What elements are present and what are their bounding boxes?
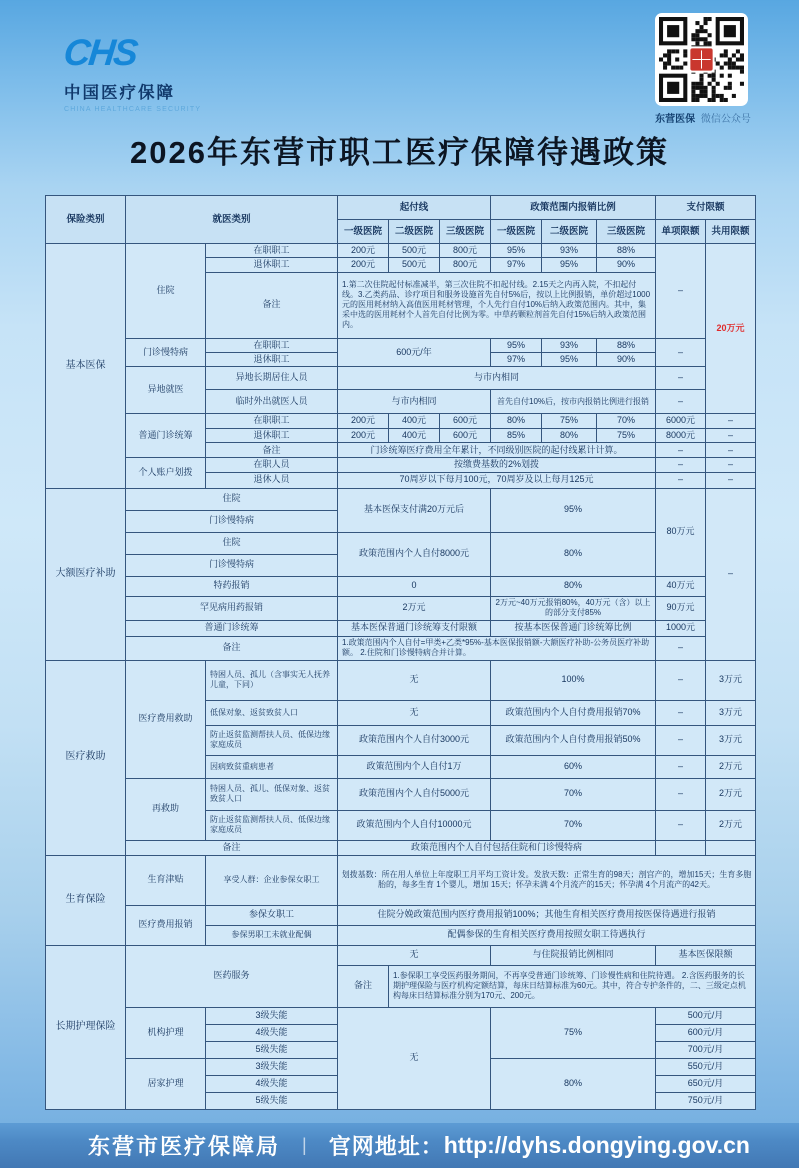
section-label-cell: 大额医疗补助 <box>46 488 126 660</box>
table-cell: 配偶参保的生育相关医疗费用按照女职工待遇执行 <box>338 925 756 945</box>
table-cell: 1.政策范围内个人自付=甲类+乙类*95%-基本医保报销额-大额医疗补助-公务员医疗补助额。 2.住院和门诊慢特病合并计算。 <box>338 636 656 660</box>
column-header: 共用限额 <box>706 220 756 244</box>
table-cell: 200元 <box>338 414 389 429</box>
table-cell: – <box>656 390 706 414</box>
table-cell: 85% <box>491 429 542 443</box>
table-cell: – <box>656 660 706 700</box>
table-cell: 100% <box>491 660 656 700</box>
table-cell: 750元/月 <box>656 1092 756 1109</box>
table-cell: 4级失能 <box>206 1075 338 1092</box>
column-header: 就医类别 <box>126 196 338 244</box>
table-cell: – <box>656 472 706 488</box>
table-row <box>46 458 756 472</box>
column-header: 三级医院 <box>597 220 656 244</box>
table-cell: 罕见病用药报销 <box>126 596 338 620</box>
table-row <box>46 532 756 554</box>
column-header: 单项限额 <box>656 220 706 244</box>
table-cell: 6000元 <box>656 414 706 429</box>
chs-logo-mark: CHS <box>61 32 139 73</box>
table-cell: 93% <box>542 244 597 258</box>
table-cell: 退休人员 <box>206 472 338 488</box>
table-cell: 在职职工 <box>206 244 338 258</box>
table-cell: 2万元 <box>338 596 491 620</box>
column-header: 保险类别 <box>46 196 126 244</box>
table-cell: 特困人员、孤儿（含事实无人抚养儿童，下同） <box>206 660 338 700</box>
table-cell: 3万元 <box>706 660 756 700</box>
table-cell: 1.参保职工享受医药服务期间，不再享受普通门诊统筹、门诊慢性病和住院待遇。 2.含医药服务的长期护理保险与医疗机构定额结算，每床日结算标准为60元。其中，符合专护条件的，二、三级定点机构每床日结算标准分别为170元、200元。 <box>389 965 756 1007</box>
table-cell: 参保男职工未就业配偶 <box>206 925 338 945</box>
table-cell: 95% <box>491 244 542 258</box>
table-cell: 机构护理 <box>126 1007 206 1058</box>
table-cell: 居家护理 <box>126 1058 206 1109</box>
chs-logo <box>61 32 244 113</box>
table-cell: 在职人员 <box>206 458 338 472</box>
table-cell: 90% <box>597 352 656 366</box>
page-title: 2026年东营市职工医疗保障待遇政策 <box>130 135 669 170</box>
table-cell: 600元/年 <box>338 338 491 367</box>
table-cell: – <box>656 725 706 755</box>
table-cell: – <box>656 755 706 778</box>
footer-divider: | <box>302 1135 307 1155</box>
table-cell: 400元 <box>389 414 440 429</box>
table-cell: 200元 <box>338 429 389 443</box>
table-cell: – <box>656 636 706 660</box>
footer-url-label: 官网地址： <box>328 1134 444 1159</box>
table-cell: 95% <box>542 258 597 272</box>
table-cell: 8000元 <box>656 429 706 443</box>
table-cell: 1.第二次住院起付标准减半，第三次住院不扣起付线。2.15天之内再入院，不扣起付线。3.乙类药品、诊疗项目和服务设施首先自付5%后，按以上比例报销，单价超过1000元的医用耗材纳入高值医用耗材管理，个人先行自付10%后纳入政策范围内。其中，集采中选的医用耗材个人首先自付比例为零。中草药颗粒剂首先自付15%后纳入政策范围内。 <box>338 272 656 338</box>
table-header <box>46 196 756 244</box>
table-cell: 住院分娩政策范围内医疗费用报销100%；其他生育相关医疗费用按医保待遇进行报销 <box>338 905 756 925</box>
table-cell: 与市内相同 <box>338 390 491 414</box>
table-cell: 参保女职工 <box>206 905 338 925</box>
table-cell: 80万元 <box>656 488 706 576</box>
section-label-cell: 基本医保 <box>46 244 126 489</box>
table-cell: 3级失能 <box>206 1058 338 1075</box>
column-header: 二级医院 <box>389 220 440 244</box>
column-header: 支付限额 <box>656 196 756 220</box>
table-cell: 基本医保限额 <box>656 945 756 965</box>
table-cell: 0 <box>338 576 491 596</box>
column-header: 一级医院 <box>338 220 389 244</box>
column-header: 一级医院 <box>491 220 542 244</box>
table-row <box>46 945 756 965</box>
section-label-cell: 医疗救助 <box>46 660 126 855</box>
table-cell: 600元/月 <box>656 1024 756 1041</box>
table-cell: 80% <box>542 429 597 443</box>
table-cell: 按缴费基数的2%划拨 <box>338 458 656 472</box>
table-cell: – <box>706 488 756 660</box>
table-cell: 住院 <box>126 488 338 510</box>
table-cell: 400元 <box>389 429 440 443</box>
section-label-cell: 长期护理保险 <box>46 945 126 1109</box>
table-row <box>46 905 756 925</box>
table-cell: – <box>706 429 756 443</box>
table-cell: 600元 <box>440 429 491 443</box>
table-cell: 2万元 <box>706 778 756 810</box>
table-cell: 70% <box>491 810 656 840</box>
table-cell: 退休职工 <box>206 258 338 272</box>
table-cell: 划拨基数：所在用人单位上年度职工月平均工资计发。发放天数：正常生育的98天；剖宫产的，增加15天；生育多胞胎的，每多生育 1个婴儿，增加 15天；怀孕未满 4个月流产的15天；怀孕满 4个月流产的42天。 <box>338 855 756 905</box>
table-cell: 4级失能 <box>206 1024 338 1041</box>
table-cell: 普通门诊统筹 <box>126 414 206 458</box>
table-cell: – <box>706 458 756 472</box>
column-header: 政策范围内报销比例 <box>491 196 656 220</box>
table-cell: 政策范围内个人自付费用报销50% <box>491 725 656 755</box>
table-cell: 与住院报销比例相同 <box>491 945 656 965</box>
table-cell: – <box>656 443 706 458</box>
table-row <box>46 636 756 660</box>
table-cell: 门诊慢特病 <box>126 510 338 532</box>
qr-caption-account: 东营医保 <box>655 114 696 125</box>
table-row <box>46 596 756 620</box>
table-cell: – <box>656 700 706 725</box>
table-cell: 3万元 <box>706 700 756 725</box>
table-cell: 3万元 <box>706 725 756 755</box>
table-cell: 650元/月 <box>656 1075 756 1092</box>
table-cell: 500元 <box>389 244 440 258</box>
table-cell: 备注 <box>126 636 338 660</box>
table-cell: 75% <box>491 1007 656 1058</box>
table-cell: 97% <box>491 352 542 366</box>
table-cell: 政策范围内个人自付10000元 <box>338 810 491 840</box>
table-cell: 与市内相同 <box>338 367 656 390</box>
section-label-cell: 生育保险 <box>46 855 126 945</box>
table-row <box>46 778 756 810</box>
table-cell: 20万元 <box>706 244 756 414</box>
table-cell: 备注 <box>206 443 338 458</box>
table-cell: 700元/月 <box>656 1041 756 1058</box>
qr-code <box>655 13 748 106</box>
qr-caption-platform: 微信公众号 <box>700 114 751 125</box>
table-cell: 3级失能 <box>206 1007 338 1024</box>
table-cell: 800元 <box>440 258 491 272</box>
table-cell: 首先自付10%后，按市内报销比例进行报销 <box>491 390 656 414</box>
table-cell: 医药服务 <box>126 945 338 1007</box>
table-cell: 退休职工 <box>206 352 338 366</box>
table-cell: – <box>656 244 706 339</box>
qr-code-image <box>659 17 744 102</box>
footer-url: http://dyhs.dongying.gov.cn <box>443 1132 750 1158</box>
table-cell: 88% <box>597 338 656 352</box>
table-cell: 低保对象、返贫致贫人口 <box>206 700 338 725</box>
table-cell: 80% <box>491 414 542 429</box>
table-cell: 基本医保支付满20万元后 <box>338 488 491 532</box>
table-cell: 备注 <box>126 840 338 855</box>
table-cell: 80% <box>491 1058 656 1109</box>
column-header: 三级医院 <box>440 220 491 244</box>
table-cell: 政策范围内个人自付5000元 <box>338 778 491 810</box>
table-cell: 5级失能 <box>206 1092 338 1109</box>
table-cell: 无 <box>338 700 491 725</box>
table-cell: 60% <box>491 755 656 778</box>
table-cell: 70% <box>491 778 656 810</box>
table-cell: 无 <box>338 1007 491 1109</box>
table-cell: 按基本医保普通门诊统筹比例 <box>491 620 656 636</box>
table-cell: – <box>706 414 756 429</box>
table-cell: 550元/月 <box>656 1058 756 1075</box>
table-cell: 70周岁以下每月100元，70周岁及以上每月125元 <box>338 472 656 488</box>
table-cell: – <box>656 810 706 840</box>
table-cell: 异地就医 <box>126 367 206 414</box>
table-cell: 1000元 <box>656 620 706 636</box>
table-cell: 住院 <box>126 244 206 339</box>
table-cell: 200元 <box>338 258 389 272</box>
table-cell: 再救助 <box>126 778 206 840</box>
table-row <box>46 1007 756 1024</box>
table-cell: 退休职工 <box>206 429 338 443</box>
table-cell: 因病致贫重病患者 <box>206 755 338 778</box>
table-row <box>46 660 756 700</box>
table-cell: 门诊慢特病 <box>126 554 338 576</box>
policy-table <box>45 195 756 1110</box>
table-cell: 备注 <box>206 272 338 338</box>
table-cell: 政策范围内个人自付3000元 <box>338 725 491 755</box>
table-cell: – <box>706 472 756 488</box>
table-cell: 备注 <box>338 965 389 1007</box>
column-header: 起付线 <box>338 196 491 220</box>
table-row <box>46 244 756 258</box>
table-cell: 70% <box>597 414 656 429</box>
table-cell: – <box>706 443 756 458</box>
table-cell: 200元 <box>338 244 389 258</box>
table-cell: – <box>656 367 706 390</box>
chs-logo-name: 中国医疗保障 <box>64 84 175 102</box>
table-cell: 特困人员、孤儿、低保对象、返贫致贫人口 <box>206 778 338 810</box>
table-cell: 防止返贫监测帮扶人员、低保边缘家庭成员 <box>206 725 338 755</box>
table-row <box>46 367 756 390</box>
table-cell: 住院 <box>126 532 338 554</box>
table-row <box>46 414 756 429</box>
table-row <box>46 855 756 905</box>
table-cell: 生育津贴 <box>126 855 206 905</box>
table-cell: 40万元 <box>656 576 706 596</box>
table-cell: 90% <box>597 258 656 272</box>
table-cell: 政策范围内个人自付8000元 <box>338 532 491 576</box>
table-header-row <box>46 196 756 220</box>
qr-caption <box>643 110 763 125</box>
table-cell: 政策范围内个人自付包括住院和门诊慢特病 <box>338 840 656 855</box>
table-cell: 在职职工 <box>206 338 338 352</box>
table-cell: 90万元 <box>656 596 706 620</box>
table-cell: 医疗费用报销 <box>126 905 206 945</box>
table-cell: 88% <box>597 244 656 258</box>
table-cell: 享受人群：企业参保女职工 <box>206 855 338 905</box>
table-body <box>46 244 756 1110</box>
table-cell: 95% <box>491 488 656 532</box>
table-cell: 2万元~40万元报销80%，40万元（含）以上的部分支付85% <box>491 596 656 620</box>
table-cell: 基本医保普通门诊统筹支付限额 <box>338 620 491 636</box>
table-row <box>46 576 756 596</box>
table-cell: 800元 <box>440 244 491 258</box>
table-cell: – <box>656 458 706 472</box>
table-cell: 2万元 <box>706 755 756 778</box>
table-cell: 政策范围内个人自付1万 <box>338 755 491 778</box>
footer-bar <box>0 1123 799 1168</box>
table-cell: – <box>656 778 706 810</box>
table-cell: 93% <box>542 338 597 352</box>
table-cell: 门诊慢特病 <box>126 338 206 367</box>
table-cell: 特药报销 <box>126 576 338 596</box>
table-cell: 95% <box>542 352 597 366</box>
table-cell: 5级失能 <box>206 1041 338 1058</box>
table-cell: 医疗费用救助 <box>126 660 206 778</box>
table-row <box>46 488 756 510</box>
table-cell: 97% <box>491 258 542 272</box>
column-header: 二级医院 <box>542 220 597 244</box>
table-cell: 无 <box>338 945 491 965</box>
table-cell: 在职职工 <box>206 414 338 429</box>
table-cell: – <box>656 338 706 367</box>
table-cell: 异地长期居住人员 <box>206 367 338 390</box>
table-row <box>46 620 756 636</box>
table-cell: 门诊统筹医疗费用全年累计，不同级别医院的起付线累计计算。 <box>338 443 656 458</box>
table-cell: 500元 <box>389 258 440 272</box>
table-cell: 临时外出就医人员 <box>206 390 338 414</box>
table-cell: 600元 <box>440 414 491 429</box>
table-cell: 防止返贫监测帮扶人员、低保边缘家庭成员 <box>206 810 338 840</box>
table-cell <box>656 840 706 855</box>
table-cell <box>706 840 756 855</box>
footer-agency-name: 东营市医疗保障局 <box>88 1134 281 1159</box>
chs-logo-subtitle: CHINA HEALTHCARE SECURITY <box>64 106 202 113</box>
table-cell: 95% <box>491 338 542 352</box>
table-cell: 无 <box>338 660 491 700</box>
table-cell: 80% <box>491 576 656 596</box>
table-cell: 普通门诊统筹 <box>126 620 338 636</box>
table-cell: 500元/月 <box>656 1007 756 1024</box>
table-cell: 75% <box>542 414 597 429</box>
table-row <box>46 338 756 352</box>
table-cell: 80% <box>491 532 656 576</box>
table-cell: 75% <box>597 429 656 443</box>
table-row <box>46 840 756 855</box>
table-cell: 个人账户划拨 <box>126 458 206 488</box>
table-cell: 2万元 <box>706 810 756 840</box>
table-cell: 政策范围内个人自付费用报销70% <box>491 700 656 725</box>
